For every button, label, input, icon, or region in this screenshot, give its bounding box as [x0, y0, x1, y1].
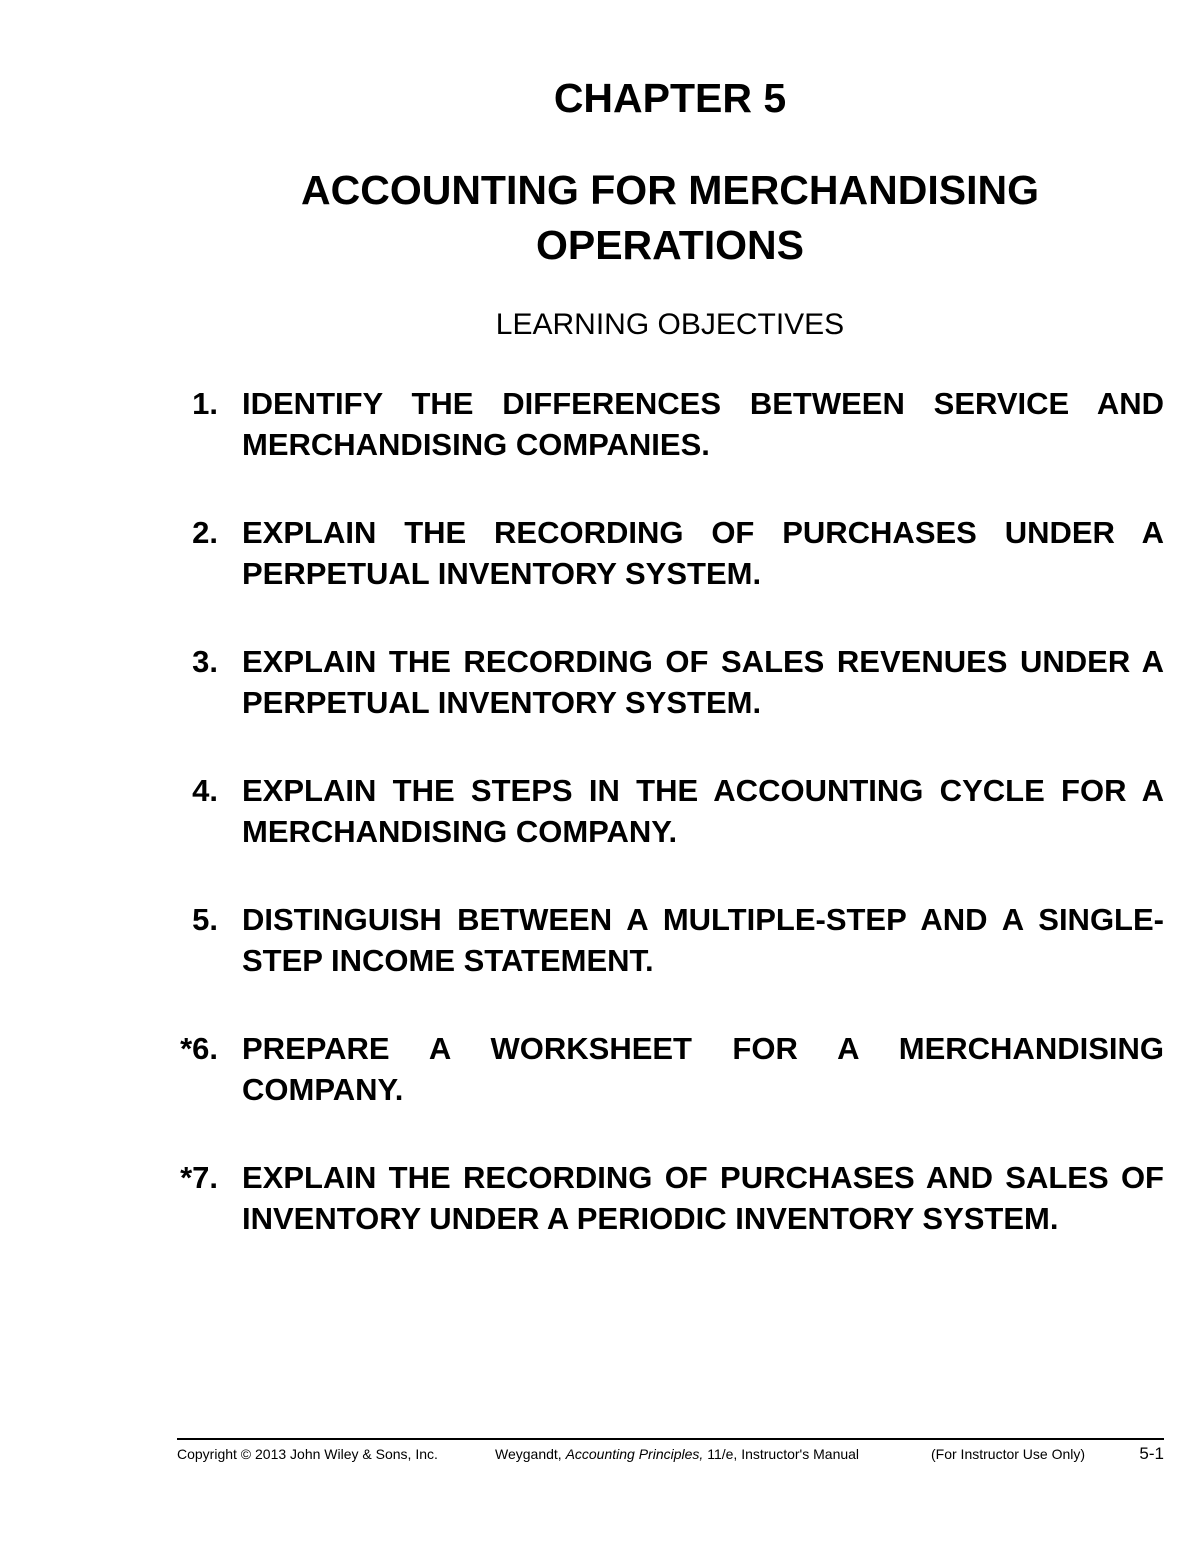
objective-number: 5. [192, 902, 218, 937]
objective-item [0, 1028, 1200, 1157]
objective-number: 1. [192, 386, 218, 421]
chapter-heading: CHAPTER 5 [553, 75, 787, 121]
chapter-title-line-1: ACCOUNTING FOR MERCHANDISING [301, 167, 1039, 213]
footer-divider [177, 1438, 1164, 1440]
footer-book-reference [495, 1442, 859, 1466]
objective-item [0, 641, 1200, 770]
objective-item [0, 383, 1200, 512]
objective-item [0, 899, 1200, 1028]
footer-author: Weygandt, [495, 1446, 566, 1462]
objective-item [0, 770, 1200, 899]
footer-book-title: Accounting Principles, [565, 1446, 704, 1462]
footer-copyright: Copyright © 2013 John Wiley & Sons, Inc. [177, 1446, 438, 1462]
objective-number: *6. [180, 1031, 218, 1066]
page-number: 5-1 [1139, 1444, 1164, 1463]
chapter-title [0, 163, 1200, 273]
footer-edition: 11/e [703, 1446, 734, 1462]
objective-item [0, 1157, 1200, 1286]
objective-number: 2. [192, 515, 218, 550]
objectives-list [0, 383, 1200, 1286]
objective-number: *7. [180, 1160, 218, 1195]
objective-number: 3. [192, 644, 218, 679]
objective-text: EXPLAIN THE RECORDING OF PURCHASES AND SALES OF INVENTORY UNDER A PERIODIC INVENTORY SYSTEM. [242, 1160, 1164, 1236]
objective-text: IDENTIFY THE DIFFERENCES BETWEEN SERVICE AND MERCHANDISING COMPANIES. [242, 386, 1164, 462]
objective-text: EXPLAIN THE RECORDING OF PURCHASES UNDER A PERPETUAL INVENTORY SYSTEM. [242, 515, 1164, 591]
objective-text: EXPLAIN THE RECORDING OF SALES REVENUES UNDER A PERPETUAL INVENTORY SYSTEM. [242, 644, 1164, 720]
footer-usage-note: (For Instructor Use Only) [931, 1446, 1086, 1462]
page-footer [177, 1442, 1164, 1466]
objective-number: 4. [192, 773, 218, 808]
footer-manual: , Instructor's Manual [733, 1446, 860, 1462]
objective-text: EXPLAIN THE STEPS IN THE ACCOUNTING CYCLE FOR A MERCHANDISING COMPANY. [242, 773, 1164, 849]
objective-item [0, 512, 1200, 641]
learning-objectives-heading: LEARNING OBJECTIVES [495, 308, 845, 341]
chapter-title-line-2: OPERATIONS [535, 222, 805, 268]
objective-text: PREPARE A WORKSHEET FOR A MERCHANDISING COMPANY. [242, 1031, 1164, 1107]
objective-text: DISTINGUISH BETWEEN A MULTIPLE-STEP AND A SINGLE-STEP INCOME STATEMENT. [242, 902, 1164, 978]
